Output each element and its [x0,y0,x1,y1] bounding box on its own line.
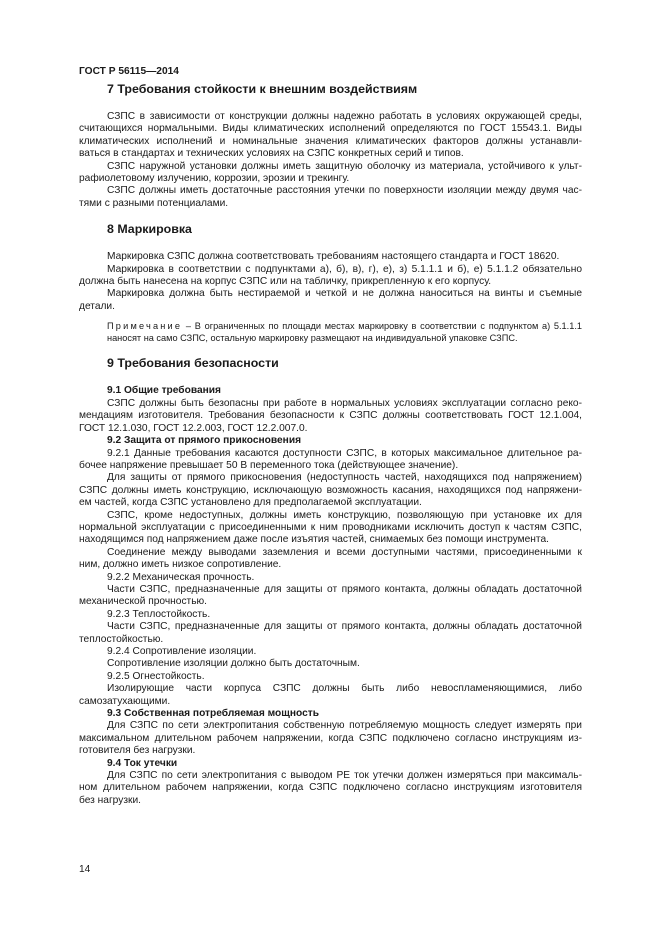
text-line: находящимся под напряжением даже после изъятия частей, снимаемых без помощи инструмента. [79,534,549,546]
note-line-2: наносят на само СЗПС, остальную маркировку размещают на индивидуальной упаковке СЗПС. [107,332,518,343]
section-8-paragraph-2 [79,264,582,289]
section-8-note [79,321,582,344]
text-line: ваться в стандартах и технических условиях на СЗПС конкретных серий и типов. [79,148,464,160]
text-line: считающихся нормальными. Виды климатических исполнений определяются по ГОСТ 15543.1. Виды [79,123,582,135]
text-line: механической прочностью. [79,596,207,608]
subsection-9-4-title: 9.4 Ток утечки [107,757,178,769]
text-line: климатических исполнений и номинальные значения климатических факторов должны устанавли- [79,135,582,147]
text-line: СЗПС, кроме недоступных, должны иметь конструкцию, позволяющую при установке их для [107,509,582,521]
text-line: 9.2.1 Данные требования касаются доступности СЗПС, в которых максимальное длительное ра- [107,447,582,459]
text-line: Для СЗПС по сети электропитания с выводом РЕ ток утечки должен измеряться при максималь- [107,770,582,782]
text-line: без нагрузки. [79,794,141,806]
subsection-9-3-title: 9.3 Собственная потребляемая мощность [107,708,320,720]
text-line: готовителя без нагрузки. [79,745,196,757]
text-line: СЗПС должны иметь конструкцию, исключающую возможность касания, находящихся под напряжени- [79,484,582,496]
text-line: теплостойкостью. [79,633,164,645]
clause-9-2-4-title: 9.2.4 Сопротивление изоляции. [107,646,257,657]
subsection-9-2-title: 9.2 Защита от прямого прикосновения [107,435,302,447]
subsection-9-1-paragraph [79,398,582,435]
subsection-9-4-paragraph [79,770,582,807]
text-line: тями с разными потенциалами. [79,197,229,209]
text-line: ГОСТ 12.1.030, ГОСТ 12.2.003, ГОСТ 12.2.007.0. [79,422,308,434]
text-line: бочее напряжение превышает 50 В переменного тока (действующее значение). [79,459,459,471]
text-line: максимальном длительном рабочем напряжении, когда СЗПС подключено согласно инструкциям из- [79,732,582,744]
section-8-paragraph-1 [79,251,582,263]
text-line: Маркировка должна быть нестираемой и четкой и не должна наноситься на винты и съемные [107,288,582,300]
text-line: должна быть нанесена на корпус СЗПС или на табличку, прикрепленную к его корпусу. [79,276,492,288]
text-line: мендациям изготовителя. Требования безопасности к СЗПС должны соответствовать ГОСТ 12.1.004, [79,410,582,422]
text-line: детали. [79,300,115,312]
text-line: СЗПС наружной установки должны иметь защитную оболочку из материала, устойчивого к ульт- [107,160,582,172]
section-7-paragraph-1 [79,111,582,161]
text-line: Маркировка в соответствии с подпунктами а), б), в), г), е), з) 5.1.1.1 и б), е) 5.1.1.2 обязательно [107,263,582,275]
clause-9-2-5-paragraph [79,683,582,708]
text-line: ем частей, когда СЗПС установлено для предполагаемой эксплуатации. [79,497,422,509]
text-line: Для СЗПС по сети электропитания собственную потребляемую мощность следует измерять при [107,720,582,732]
text-line: Части СЗПС, предназначенные для защиты от прямого контакта, должны обладать достаточной [107,621,582,633]
text-line: Соединение между выводами заземления и всеми доступными частями, присоединенными к [107,546,582,558]
section-7-title: 7 Требования стойкости к внешним воздействиям [107,82,418,96]
text-line: Изолирующие части корпуса СЗПС должны быть либо невоспламеняющимися, либо [107,683,582,695]
text-line: ном длительном рабочем напряжении, когда СЗПС подключено согласно инструкциям изготовителя [79,782,582,794]
section-9-title: 9 Требования безопасности [107,356,279,371]
text-line: рафиолетовому излучению, коррозии, эрозии и трекингу. [79,173,350,185]
subsection-9-3-paragraph [79,720,582,757]
clause-9-2-2-title: 9.2.2 Механическая прочность. [107,571,255,583]
page-number: 14 [79,864,91,875]
clause-9-2-1-paragraph-3 [79,510,582,547]
clause-9-2-4-paragraph: Сопротивление изоляции должно быть достаточным. [107,658,360,670]
document-body [79,82,582,807]
section-8-paragraph-3 [79,288,582,313]
text-line: самозатухающими. [79,695,171,707]
note-label: Примечание [107,321,183,332]
text-line: нормальной эксплуатации с присоединенными к ним проводниками исключить доступ к частям СЗПС, [79,521,582,533]
clause-9-2-1-paragraph-1 [79,448,582,473]
section-7-paragraph-2 [79,161,582,186]
clause-9-2-3-title: 9.2.3 Теплостойкость. [107,608,211,620]
clause-9-2-5-title: 9.2.5 Огнестойкость. [107,670,205,682]
document-code: ГОСТ Р 56115—2014 [79,66,179,77]
clause-9-2-3-paragraph [79,621,582,646]
section-7-paragraph-3 [79,185,582,210]
note-line-1: Примечание – В ограниченных по площади местах маркировку в соответствии с подпунктом а) 5.1.1.1 [107,321,582,332]
text-line: СЗПС должны иметь достаточные расстояния утечки по поверхности изоляции между двумя час- [107,185,582,197]
text-line: Части СЗПС, предназначенные для защиты от прямого контакта, должны обладать достаточной [107,583,582,595]
text-line: СЗПС в зависимости от конструкции должны надежно работать в условиях окружающей среды, [107,111,582,122]
section-8-title: 8 Маркировка [107,222,192,237]
text-line: Маркировка СЗПС должна соответствовать требованиям настоящего стандарта и ГОСТ 18620. [107,251,560,263]
text-line: ним, должно иметь низкое сопротивление. [79,559,282,571]
clause-9-2-1-paragraph-4 [79,547,582,572]
subsection-9-1-title: 9.1 Общие требования [107,385,221,397]
text-line: Для защиты от прямого прикосновения (недоступность частей, находящихся под напряжением) [107,472,582,484]
document-page [79,0,582,936]
clause-9-2-2-paragraph [79,584,582,609]
text-line: СЗПС должны быть безопасны при работе в нормальных условиях эксплуатации согласно реко- [107,397,582,409]
clause-9-2-1-paragraph-2 [79,472,582,509]
